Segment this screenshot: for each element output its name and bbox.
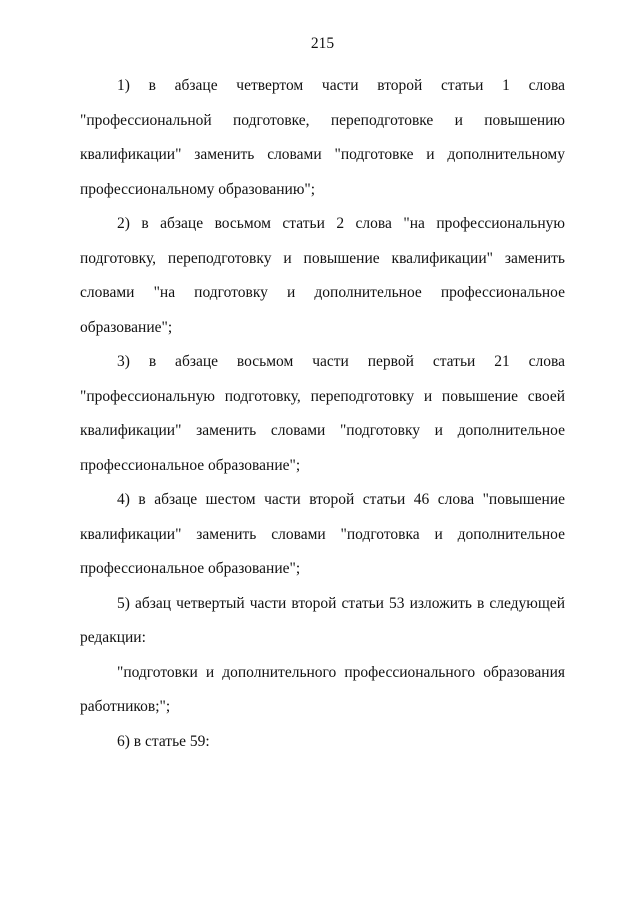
paragraph-5: 5) абзац четвертый части второй статьи 53 изложить в следующей редакции: — [80, 594, 565, 646]
page-number: 215 — [310, 35, 335, 52]
paragraph-3: 3) в абзаце восьмом части первой статьи 21 слова "профессиональную подготовку, переподготовку и повышение своей квалификации" заменить словами "подготовку и дополнительное профессиональное образование"; — [80, 353, 565, 474]
paragraph-2: 2) в абзаце восьмом статьи 2 слова "на профессиональную подготовку, переподготовку и повышение квалификации" заменить словами "на подготовку и дополнительное профессиональное образование"; — [80, 215, 565, 336]
paragraph-4: 4) в абзаце шестом части второй статьи 46 слова "повышение квалификации" заменить словами "подготовка и дополнительное профессиональное образование"; — [80, 491, 565, 577]
paragraph-1: 1) в абзаце четвертом части второй статьи 1 слова "профессиональной подготовке, переподготовке и повышению квалификации" заменить словами "подготовке и дополнительному профессиональному образованию"; — [80, 77, 565, 198]
paragraph-6: "подготовки и дополнительного профессионального образования работников;"; — [80, 663, 565, 715]
paragraph-7: 6) в статье 59: — [117, 732, 210, 750]
